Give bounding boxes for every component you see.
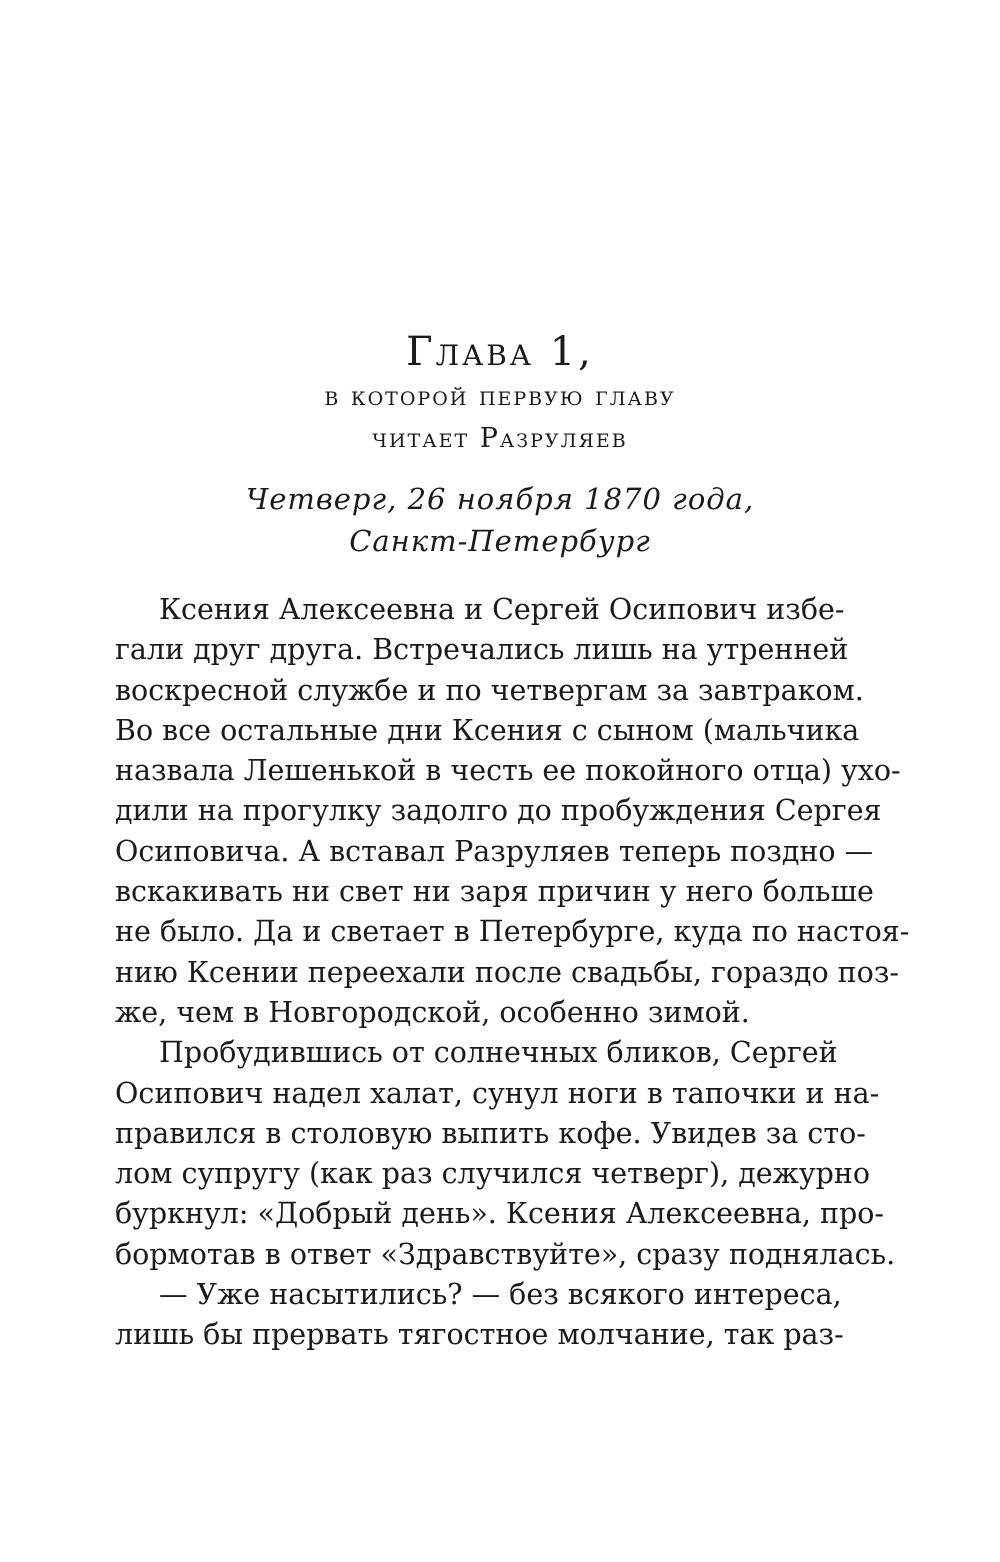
text-line: же, чем в Новгородской, особенно зимой.: [115, 995, 750, 1029]
text-line: Во все остальные дни Ксения с сыном (мальчика: [115, 713, 860, 747]
text-line: — Уже насытились? — без всякого интереса,: [159, 1278, 842, 1312]
text-line: не было. Да и светает в Петербурге, куда по настоя-: [115, 915, 910, 949]
chapter-heading: [100, 328, 900, 460]
text-line: Ксения Алексеевна и Сергей Осипович избе-: [159, 593, 845, 626]
text-line: гали друг друга. Встречались лишь на утренней: [115, 633, 849, 667]
dateline-date: Четверг, 26 ноября 1870 года,: [245, 482, 755, 516]
text-line: нию Ксении переехали после свадьбы, гораздо поз-: [115, 955, 899, 989]
text-line: дили на прогулку задолго до пробуждения Сергея: [115, 794, 882, 828]
text-line: бормотав в ответ «Здравствуйте», сразу поднялась.: [115, 1237, 896, 1271]
chapter-subtitle-line-1: в которой первую главу: [324, 381, 676, 412]
chapter-title: Глава 1,: [406, 329, 594, 375]
text-line: Осиповича. А вставал Разруляев теперь поздно —: [115, 834, 874, 868]
chapter-subtitle-line-2: читает Разруляев: [372, 423, 628, 454]
paragraph-1: [115, 590, 910, 1033]
dateline-place: Санкт-Петербург: [349, 524, 651, 558]
paragraph-3: [115, 1275, 844, 1356]
text-line: вскакивать ни свет ни заря причин у него больше: [115, 875, 874, 909]
text-line: Осипович надел халат, сунул ноги в тапочки и на-: [115, 1076, 880, 1110]
text-line: лишь бы прервать тягостное молчание, так раз-: [115, 1318, 844, 1352]
text-line: назвала Лешенькой в честь ее покойного отца) ухо-: [115, 754, 901, 788]
text-line: лом супругу (как раз случился четверг), дежурно: [115, 1157, 870, 1191]
text-line: правился в столовую выпить кофе. Увидев за сто-: [115, 1116, 866, 1150]
body-text: [115, 590, 910, 1356]
dateline: [100, 478, 900, 562]
text-line: буркнул: «Добрый день». Ксения Алексеевна, про-: [115, 1197, 885, 1231]
text-line: Пробудившись от солнечных бликов, Сергей: [159, 1036, 838, 1070]
paragraph-2: [115, 1033, 896, 1275]
text-line: воскресной службе и по четвергам за завтраком.: [115, 673, 864, 707]
